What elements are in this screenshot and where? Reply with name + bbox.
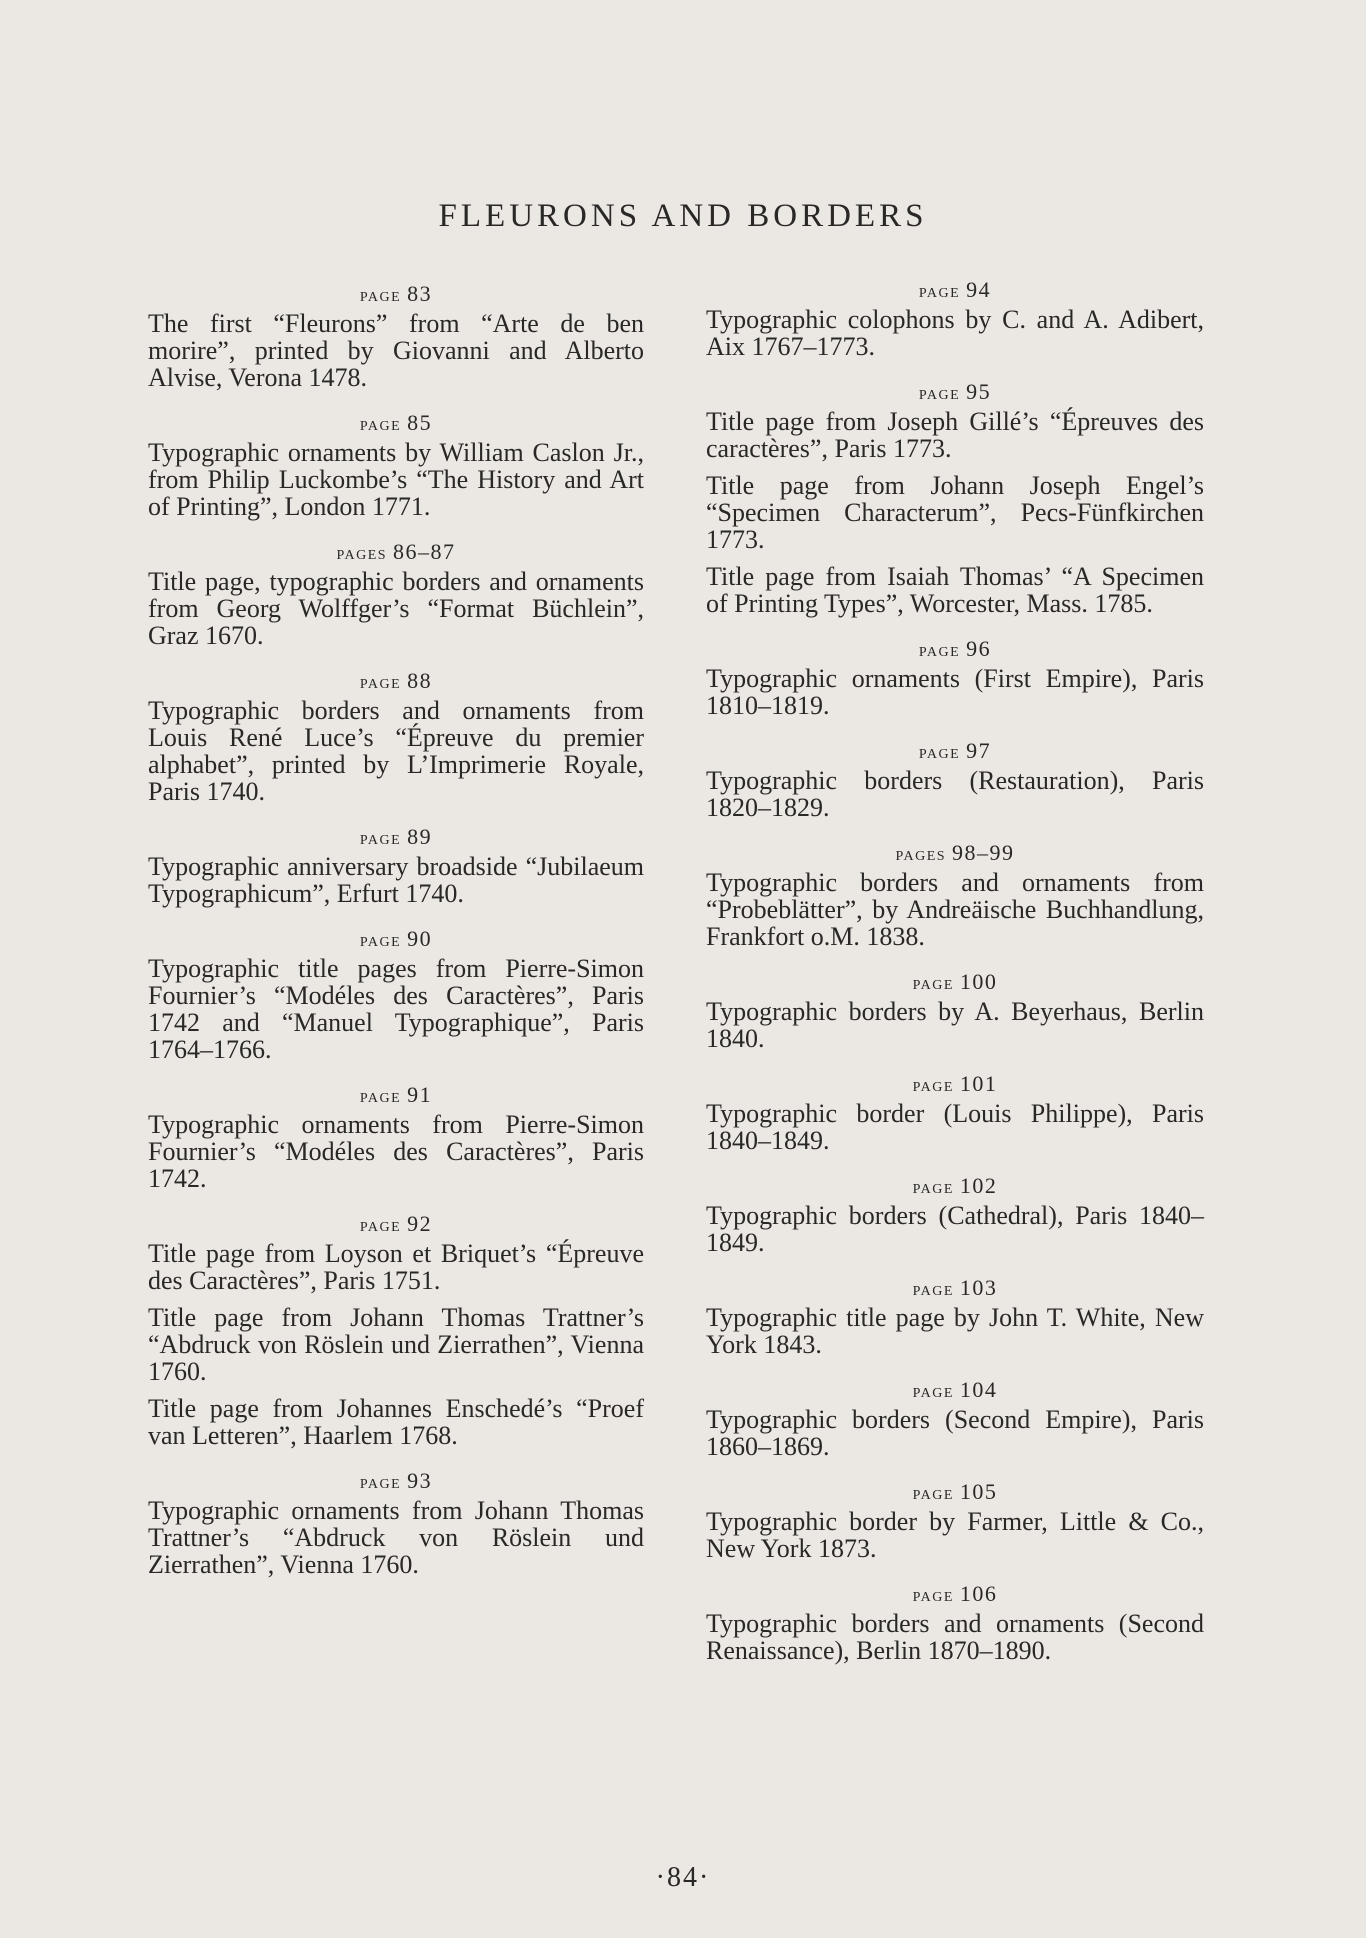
entry-description: Title page from Joseph Gillé’s “Épreuves des caractères”, Paris 1773.	[706, 407, 1204, 463]
page-reference-number: 102	[959, 1173, 998, 1198]
page-reference-number: 96	[966, 636, 992, 661]
page-reference-number: 85	[407, 410, 433, 435]
catalog-entry	[148, 411, 644, 520]
page-reference-label: page	[918, 639, 961, 661]
page-reference	[706, 739, 1204, 765]
entry-description: Title page from Johann Joseph Engel’s “Specimen Characterum”, Pecs-Fünfkirchen 1773.	[706, 471, 1204, 554]
page-reference	[148, 282, 644, 308]
page-reference	[148, 1083, 644, 1109]
page-number: ·84·	[655, 1862, 711, 1893]
page-reference-label: page	[359, 671, 402, 693]
catalog-entry	[706, 841, 1204, 950]
page-reference-number: 103	[959, 1275, 998, 1300]
page-reference	[148, 927, 644, 953]
page-reference-number: 94	[966, 277, 992, 302]
page-reference-number: 100	[959, 969, 998, 994]
entry-description: Typographic ornaments by William Caslon Jr., from Philip Luckombe’s “The History and Art of Printing”, London 1771.	[148, 438, 644, 521]
page-reference	[148, 540, 644, 566]
page-reference-number: 106	[959, 1581, 998, 1606]
entry-description: Typographic title pages from Pierre-Simon Fournier’s “Modéles des Caractères”, Paris 1742 and “Manuel Typographique”, Paris 1764–1766.	[148, 954, 644, 1064]
page-reference-number: 104	[959, 1377, 998, 1402]
catalog-entry	[706, 1174, 1204, 1256]
page-reference	[148, 1212, 644, 1238]
page-reference-label: page	[912, 972, 954, 994]
catalog-entry	[706, 970, 1204, 1052]
catalog-entry	[148, 1212, 644, 1449]
catalog-entry	[706, 637, 1204, 719]
entry-description: Typographic borders (Second Empire), Paris 1860–1869.	[706, 1405, 1204, 1461]
catalog-entry	[706, 380, 1204, 617]
entry-description: Typographic borders by A. Beyerhaus, Berlin 1840.	[706, 997, 1204, 1053]
page-reference-number: 97	[966, 738, 992, 763]
page-reference-label: page	[359, 1214, 402, 1236]
page-reference	[706, 380, 1204, 406]
entry-description: Title page from Johann Thomas Trattner’s “Abdruck von Röslein und Zierrathen”, Vienna 1760.	[148, 1303, 644, 1386]
catalog-entry	[706, 1276, 1204, 1358]
page-reference-label: page	[918, 280, 961, 302]
catalog-entry	[148, 1083, 644, 1192]
page-reference-label: page	[912, 1074, 954, 1096]
page-reference-number: 95	[966, 379, 992, 404]
catalog-entry	[148, 1469, 644, 1578]
page-reference-label: pages	[336, 542, 388, 564]
page-reference-number: 98–99	[952, 840, 1015, 865]
catalog-entry	[148, 540, 644, 649]
entry-description: The first “Fleurons” from “Arte de ben morire”, printed by Giovanni and Alberto Alvise, Verona 1478.	[148, 309, 644, 392]
page-reference-label: page	[918, 741, 961, 763]
page-reference-label: page	[359, 1085, 402, 1107]
catalog-entry	[706, 1480, 1204, 1562]
page-reference	[706, 970, 1204, 996]
catalog-entry	[706, 1378, 1204, 1460]
entry-description: Typographic ornaments from Johann Thomas Trattner’s “Abdruck von Röslein und Zierrathen”, Vienna 1760.	[148, 1496, 644, 1579]
entry-description: Typographic border by Farmer, Little & Co., New York 1873.	[706, 1507, 1204, 1563]
page-reference-number: 105	[959, 1479, 998, 1504]
page-reference	[706, 1276, 1204, 1302]
catalog-entry	[148, 669, 644, 805]
entry-description: Typographic title page by John T. White, New York 1843.	[706, 1303, 1204, 1359]
page-reference-label: page	[912, 1584, 954, 1606]
page-reference	[706, 1582, 1204, 1608]
entry-description: Title page from Isaiah Thomas’ “A Specimen of Printing Types”, Worcester, Mass. 1785.	[706, 562, 1204, 618]
page-reference-number: 92	[407, 1211, 433, 1236]
page-reference-label: page	[359, 284, 402, 306]
page-reference-number: 93	[407, 1468, 433, 1493]
page-reference-number: 88	[407, 668, 433, 693]
page-reference-number: 89	[407, 824, 433, 849]
page-reference	[148, 411, 644, 437]
page-reference	[706, 637, 1204, 663]
page-reference-label: page	[912, 1380, 954, 1402]
page-reference-label: page	[359, 413, 402, 435]
page-reference-number: 86–87	[393, 539, 456, 564]
page-reference-label: page	[918, 382, 961, 404]
page-reference	[706, 1378, 1204, 1404]
page-reference-label: page	[912, 1482, 954, 1504]
page-reference	[148, 669, 644, 695]
page-reference-label: pages	[895, 843, 947, 865]
page-reference	[706, 278, 1204, 304]
entry-description: Title page from Johannes Enschedé’s “Proef van Letteren”, Haarlem 1768.	[148, 1394, 644, 1450]
page-reference	[148, 825, 644, 851]
entry-description: Typographic borders (Cathedral), Paris 1840–1849.	[706, 1201, 1204, 1257]
entry-description: Title page from Loyson et Briquet’s “Épreuve des Caractères”, Paris 1751.	[148, 1239, 644, 1295]
page-reference	[148, 1469, 644, 1495]
page-reference-number: 101	[959, 1071, 998, 1096]
catalog-entry	[706, 278, 1204, 360]
page-reference-label: page	[359, 1471, 402, 1493]
page-reference	[706, 841, 1204, 867]
entry-description: Typographic ornaments from Pierre-Simon Fournier’s “Modéles des Caractères”, Paris 1742.	[148, 1110, 644, 1193]
page-reference	[706, 1480, 1204, 1506]
catalog-entry	[706, 739, 1204, 821]
left-column	[148, 282, 644, 1598]
catalog-entry	[148, 927, 644, 1063]
page-title: FLEURONS AND BORDERS	[438, 198, 928, 234]
page-reference-number: 91	[407, 1082, 433, 1107]
catalog-entry	[706, 1582, 1204, 1664]
entry-description: Typographic borders and ornaments (Second Renaissance), Berlin 1870–1890.	[706, 1609, 1204, 1665]
entry-description: Typographic borders and ornaments from Louis René Luce’s “Épreuve du premier alphabet”, printed by L’Imprimerie Royale, Paris 1740.	[148, 696, 644, 806]
entry-description: Typographic ornaments (First Empire), Paris 1810–1819.	[706, 664, 1204, 720]
page-reference-number: 83	[407, 281, 433, 306]
page-reference-label: page	[359, 929, 402, 951]
page-reference	[706, 1174, 1204, 1200]
catalog-entry	[706, 1072, 1204, 1154]
page-reference-label: page	[359, 827, 402, 849]
page-reference-label: page	[912, 1176, 954, 1198]
entry-description: Title page, typographic borders and ornaments from Georg Wolffger’s “Format Büchlein”, Graz 1670.	[148, 567, 644, 650]
page-reference-label: page	[912, 1278, 954, 1300]
entry-description: Typographic anniversary broadside “Jubilaeum Typographicum”, Erfurt 1740.	[148, 852, 644, 908]
entry-description: Typographic border (Louis Philippe), Paris 1840–1849.	[706, 1099, 1204, 1155]
page-reference-number: 90	[407, 926, 433, 951]
catalog-entry	[148, 282, 644, 391]
right-column	[706, 278, 1204, 1684]
entry-description: Typographic borders and ornaments from “Probeblätter”, by Andreäische Buchhandlung, Frankfort o.M. 1838.	[706, 868, 1204, 951]
catalog-entry	[148, 825, 644, 907]
entry-description: Typographic borders (Restauration), Paris 1820–1829.	[706, 766, 1204, 822]
page-reference	[706, 1072, 1204, 1098]
entry-description: Typographic colophons by C. and A. Adibert, Aix 1767–1773.	[706, 305, 1204, 361]
